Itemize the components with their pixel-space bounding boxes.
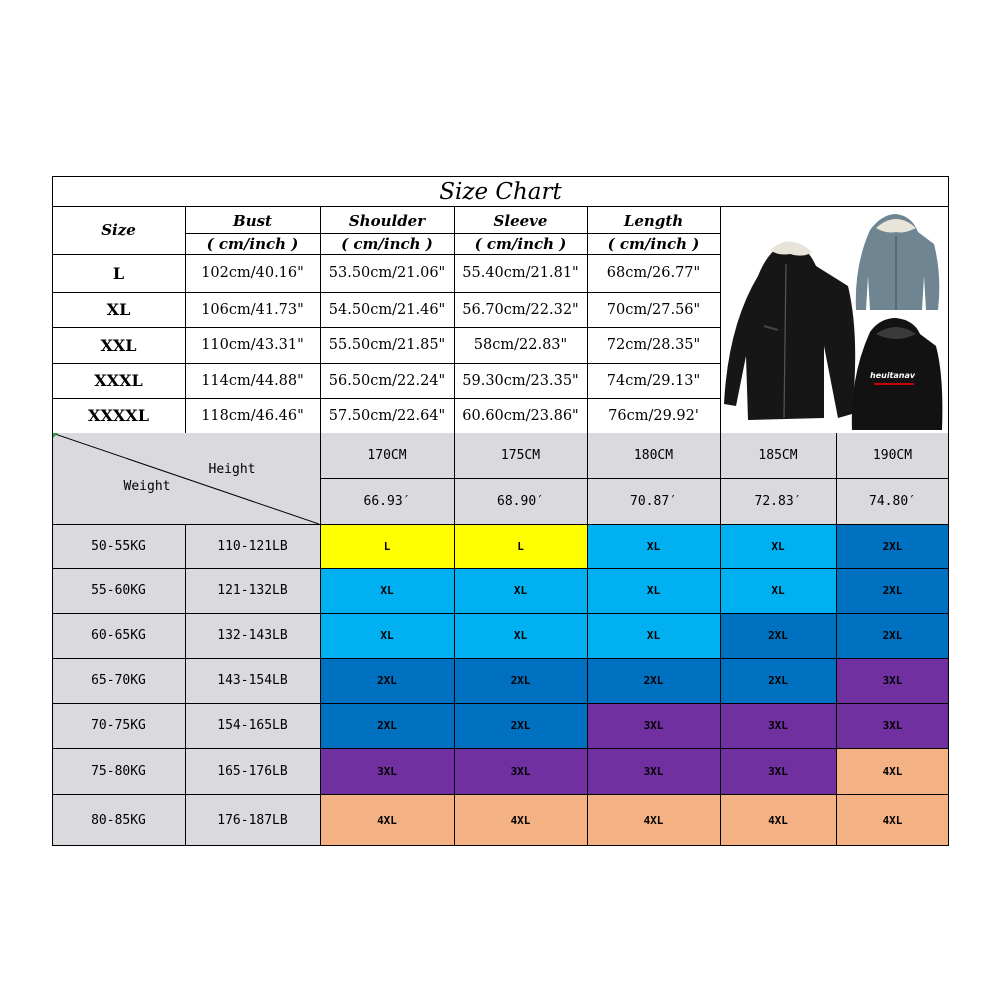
grid-line [52, 398, 721, 399]
size-label: XXXXL [88, 406, 149, 425]
recommended-size-cell: 2XL [454, 658, 587, 703]
grid-line [948, 433, 949, 846]
measurement-cell: 68cm/26.77" [606, 265, 701, 281]
weight-kg-label: 75-80KG [52, 748, 185, 794]
measurement-cell: 53.50cm/21.06" [328, 265, 446, 281]
grid-line-row [52, 748, 949, 749]
recommended-size-cell: 3XL [587, 703, 720, 748]
grid-line [836, 433, 837, 846]
height-cm-header: 175CM [500, 448, 541, 463]
size-column-header: Size [101, 221, 136, 239]
weight-lb-label: 143-154LB [185, 658, 320, 703]
column-header-sleeve: Sleeve [493, 212, 548, 230]
grid-line [720, 433, 721, 846]
size-label: XXL [100, 335, 137, 355]
measurement-cell: 114cm/44.88" [201, 372, 304, 389]
weight-lb-label: 176-187LB [185, 794, 320, 846]
column-unit: ( cm/inch ) [474, 235, 567, 253]
recommended-size-cell: 4XL [836, 794, 949, 846]
measurement-cell: 70cm/27.56" [606, 301, 701, 318]
measurement-cell: 56.70cm/22.32" [462, 301, 579, 318]
table-border-bottom [52, 845, 949, 846]
height-inch-header: 74.80′ [869, 493, 916, 509]
grid-line [52, 363, 721, 364]
grid-line [52, 176, 53, 434]
recommended-size-cell: 4XL [836, 748, 949, 794]
gray-jacket-icon [856, 214, 940, 310]
recommended-size-cell: XL [320, 613, 454, 658]
height-inch-header: 66.93′ [363, 493, 411, 509]
recommended-size-cell: XL [454, 613, 587, 658]
height-cm-header: 190CM [872, 448, 913, 463]
grid-line [185, 233, 721, 234]
height-cm-header: 180CM [633, 448, 674, 463]
measurement-cell: 56.50cm/22.24" [328, 372, 446, 389]
recommended-size-cell: XL [454, 568, 587, 613]
recommended-size-cell: 2XL [720, 613, 836, 658]
height-inch-header: 70.87′ [630, 493, 677, 509]
recommended-size-cell: XL [587, 613, 720, 658]
recommended-size-cell: 2XL [320, 658, 454, 703]
weight-lb-label: 132-143LB [185, 613, 320, 658]
grid-line [52, 292, 721, 293]
grid-line [587, 433, 588, 846]
recommended-size-cell: XL [720, 524, 836, 568]
grid-line-row [320, 478, 949, 479]
recommended-size-cell: XL [587, 568, 720, 613]
recommended-size-cell: 4XL [720, 794, 836, 846]
column-header-shoulder: Shoulder [348, 212, 426, 230]
column-header-bust: Bust [233, 212, 272, 230]
measurement-cell: 118cm/46.46" [201, 407, 304, 424]
weight-kg-label: 60-65KG [52, 613, 185, 658]
weight-kg-label: 65-70KG [52, 658, 185, 703]
grid-line-row [52, 613, 949, 614]
recommended-size-cell: L [454, 524, 587, 568]
recommended-size-cell: XL [587, 524, 720, 568]
recommended-size-cell: L [320, 524, 454, 568]
column-unit: ( cm/inch ) [607, 235, 700, 253]
recommended-size-cell: 3XL [587, 748, 720, 794]
recommended-size-cell: 2XL [720, 658, 836, 703]
measurement-cell: 59.30cm/23.35" [462, 372, 579, 389]
grid-line [454, 433, 455, 846]
grid-line [454, 206, 455, 434]
jacket-photo [720, 206, 949, 433]
weight-lb-label: 165-176LB [185, 748, 320, 794]
grid-line [52, 327, 721, 328]
recommended-size-cell: 2XL [587, 658, 720, 703]
weight-axis-label: Weight [123, 478, 171, 494]
grid-line [52, 254, 721, 255]
recommended-size-cell: 2XL [836, 524, 949, 568]
measurement-cell: 55.40cm/21.81" [462, 265, 579, 281]
black-jacket-front-icon [724, 241, 855, 420]
recommended-size-cell: 3XL [836, 703, 949, 748]
recommended-size-cell: 2XL [320, 703, 454, 748]
measurement-cell: 74cm/29.13" [606, 372, 701, 389]
chart-title: Size Chart [439, 179, 562, 205]
recommended-size-cell: 3XL [454, 748, 587, 794]
weight-lb-label: 110-121LB [185, 524, 320, 568]
grid-line-row [52, 524, 949, 525]
recommended-size-cell: 3XL [836, 658, 949, 703]
grid-line [185, 524, 186, 846]
grid-line-row [52, 703, 949, 704]
recommended-size-cell: XL [720, 568, 836, 613]
recommended-size-cell: 2XL [836, 613, 949, 658]
grid-line-row [52, 658, 949, 659]
size-label: XXXL [94, 371, 143, 390]
measurement-cell: 57.50cm/22.64" [328, 407, 446, 424]
grid-line [185, 206, 186, 434]
height-inch-header: 68.90′ [497, 493, 544, 509]
table-border-top [52, 176, 949, 177]
grid-line [320, 206, 321, 434]
recommended-size-cell: 2XL [454, 703, 587, 748]
size-chart [52, 176, 949, 846]
weight-lb-label: 154-165LB [185, 703, 320, 748]
column-unit: ( cm/inch ) [341, 235, 433, 253]
recommended-size-cell: 4XL [320, 794, 454, 846]
measurement-cell: 54.50cm/21.46" [328, 301, 446, 318]
grid-line [320, 433, 321, 846]
recommended-size-cell: 3XL [720, 703, 836, 748]
measurement-cell: 102cm/40.16" [201, 265, 304, 281]
weight-kg-label: 70-75KG [52, 703, 185, 748]
measurement-cell: 110cm/43.31" [201, 337, 304, 353]
size-label: XL [106, 300, 131, 319]
weight-lb-label: 121-132LB [185, 568, 320, 613]
size-label: L [112, 263, 125, 283]
jacket-logo-text: heuitanav [870, 371, 916, 380]
height-axis-label: Height [208, 461, 256, 477]
height-cm-header: 185CM [758, 448, 798, 463]
recommended-size-cell: 3XL [320, 748, 454, 794]
measurement-cell: 72cm/28.35" [606, 337, 701, 353]
recommended-size-cell: 4XL [454, 794, 587, 846]
measurement-cell: 106cm/41.73" [201, 301, 304, 318]
recommended-size-cell: 4XL [587, 794, 720, 846]
recommended-size-cell: 2XL [836, 568, 949, 613]
measurement-cell: 76cm/29.92' [608, 407, 699, 424]
measurement-cell: 60.60cm/23.86" [462, 407, 579, 424]
measurement-cell: 58cm/22.83" [473, 337, 568, 353]
measurement-cell: 55.50cm/21.85" [328, 337, 446, 353]
grid-line [52, 433, 53, 846]
column-unit: ( cm/inch ) [206, 235, 299, 253]
grid-line-row [52, 794, 949, 795]
grid-line-row [52, 568, 949, 569]
weight-kg-label: 55-60KG [52, 568, 185, 613]
black-jacket-back-icon [852, 318, 943, 430]
grid-line [587, 206, 588, 434]
column-header-length: Length [623, 212, 684, 230]
weight-kg-label: 50-55KG [52, 524, 185, 568]
weight-kg-label: 80-85KG [52, 794, 185, 846]
recommended-size-cell: XL [320, 568, 454, 613]
recommended-size-cell: 3XL [720, 748, 836, 794]
height-cm-header: 170CM [367, 448, 407, 463]
height-inch-header: 72.83′ [754, 493, 802, 509]
